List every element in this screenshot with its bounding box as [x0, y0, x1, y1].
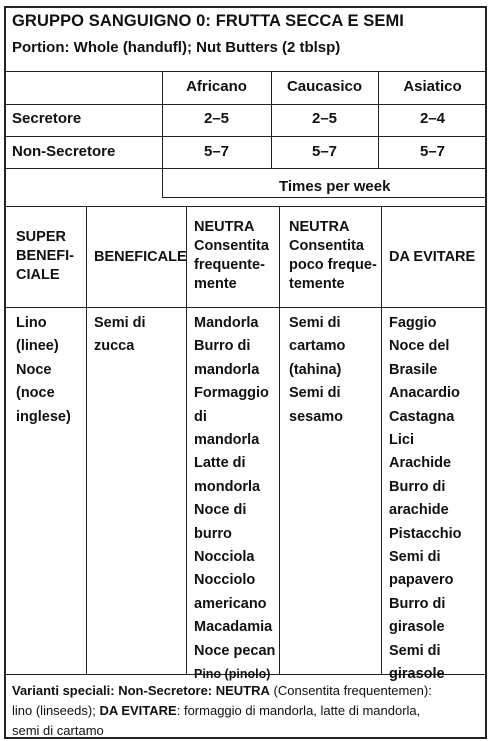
- grid-line: [4, 104, 487, 105]
- list-item: Semi di: [389, 549, 441, 566]
- grid-line: [186, 207, 187, 674]
- grid-line: [86, 207, 87, 674]
- list-item: papavero: [389, 572, 454, 589]
- list-item: Noce di: [194, 502, 247, 519]
- food-list-super-beneficiale: [16, 312, 71, 429]
- list-item: Anacardio: [389, 385, 460, 402]
- grid-line: [4, 168, 487, 169]
- list-item: Semi di: [389, 642, 441, 659]
- list-item: di: [194, 408, 207, 425]
- column-header: Caucasico: [286, 78, 363, 95]
- list-item: Castagna: [389, 408, 455, 425]
- category-header-neutra-frequente: NEUTRA Consentita frequente- mente: [194, 219, 269, 292]
- table-cell: 5–7: [203, 143, 230, 160]
- table-cell: 5–7: [311, 143, 338, 160]
- list-item: Arachide: [389, 455, 452, 472]
- page-title: GRUPPO SANGUIGNO 0: FRUTTA SECCA E SEMI: [12, 12, 404, 30]
- list-item: Pino (pinolo): [194, 667, 271, 682]
- list-item: Formaggio: [194, 385, 269, 402]
- list-item: girasole: [389, 666, 445, 683]
- list-item: Lici: [389, 432, 414, 449]
- list-item: Noce pecan: [194, 642, 276, 659]
- list-item: (tahina): [289, 361, 342, 378]
- list-item: burro: [194, 525, 232, 542]
- list-item: Burro di: [389, 595, 446, 612]
- category-header-super-beneficiale: SUPER BENEFI- CIALE: [16, 229, 74, 283]
- row-label: Secretore: [12, 110, 82, 127]
- column-header: Asiatico: [403, 78, 462, 95]
- category-header-neutra-poco: NEUTRA Consentita poco freque- temente: [289, 219, 377, 292]
- list-item: mandorla: [194, 432, 260, 449]
- special-variants-note: Varianti speciali: Non-Secretore: NEUTRA (Consentita frequentemen): lino (linseeds); DA EVITARE: formaggio di mandorla, latte di mandorla, semi di cartamo: [12, 683, 432, 738]
- list-item: Macadamia: [194, 619, 273, 636]
- list-item: Semi di: [289, 315, 341, 331]
- food-list-neutra-frequente: [194, 312, 275, 687]
- list-item: zucca: [94, 338, 135, 355]
- column-header: Africano: [186, 78, 247, 95]
- grid-line: [162, 197, 487, 198]
- list-item: Lino: [16, 315, 47, 331]
- list-item: cartamo: [289, 338, 346, 355]
- list-item: Latte di: [194, 455, 246, 472]
- category-header-da-evitare: DA EVITARE: [389, 249, 476, 265]
- list-item: Pistacchio: [389, 525, 462, 542]
- list-item: arachide: [389, 502, 449, 519]
- list-item: Burro di: [389, 478, 446, 495]
- food-list-beneficale: [94, 312, 146, 359]
- list-item: Mandorla: [194, 315, 259, 331]
- table-cell: 2–4: [419, 110, 446, 127]
- list-item: Semi di: [289, 385, 341, 402]
- grid-line: [4, 136, 487, 137]
- list-item: Nocciola: [194, 549, 255, 566]
- list-item: girasole: [389, 619, 445, 636]
- list-item: Noce del: [389, 338, 450, 355]
- table-cell: 2–5: [203, 110, 230, 127]
- list-item: sesamo: [289, 408, 344, 425]
- list-item: americano: [194, 595, 267, 612]
- grid-line: [381, 207, 382, 674]
- list-item: mondorla: [194, 478, 261, 495]
- grid-line: [4, 206, 487, 207]
- table-cell: 5–7: [419, 143, 446, 160]
- list-item: (linee): [16, 338, 59, 355]
- portion-text: Portion: Whole (handufl); Nut Butters (2 tblsp): [12, 39, 341, 56]
- grid-line: [4, 71, 487, 72]
- list-item: Noce: [16, 361, 52, 378]
- food-list-da-evitare: [389, 312, 462, 687]
- list-item: Burro di: [194, 338, 251, 355]
- list-item: Faggio: [389, 315, 437, 331]
- list-item: inglese): [16, 408, 71, 425]
- frequency-unit: Times per week: [279, 178, 391, 195]
- list-item: Brasile: [389, 361, 438, 378]
- list-item: Semi di: [94, 315, 146, 331]
- list-item: mandorla: [194, 361, 260, 378]
- row-label: Non-Secretore: [12, 143, 116, 160]
- grid-line: [279, 207, 280, 674]
- list-item: (noce: [16, 385, 55, 402]
- food-list-neutra-poco: [289, 312, 345, 429]
- table-cell: 2–5: [311, 110, 338, 127]
- grid-line: [4, 307, 487, 308]
- list-item: Nocciolo: [194, 572, 256, 589]
- category-header-beneficale: BENEFICALE: [94, 249, 187, 265]
